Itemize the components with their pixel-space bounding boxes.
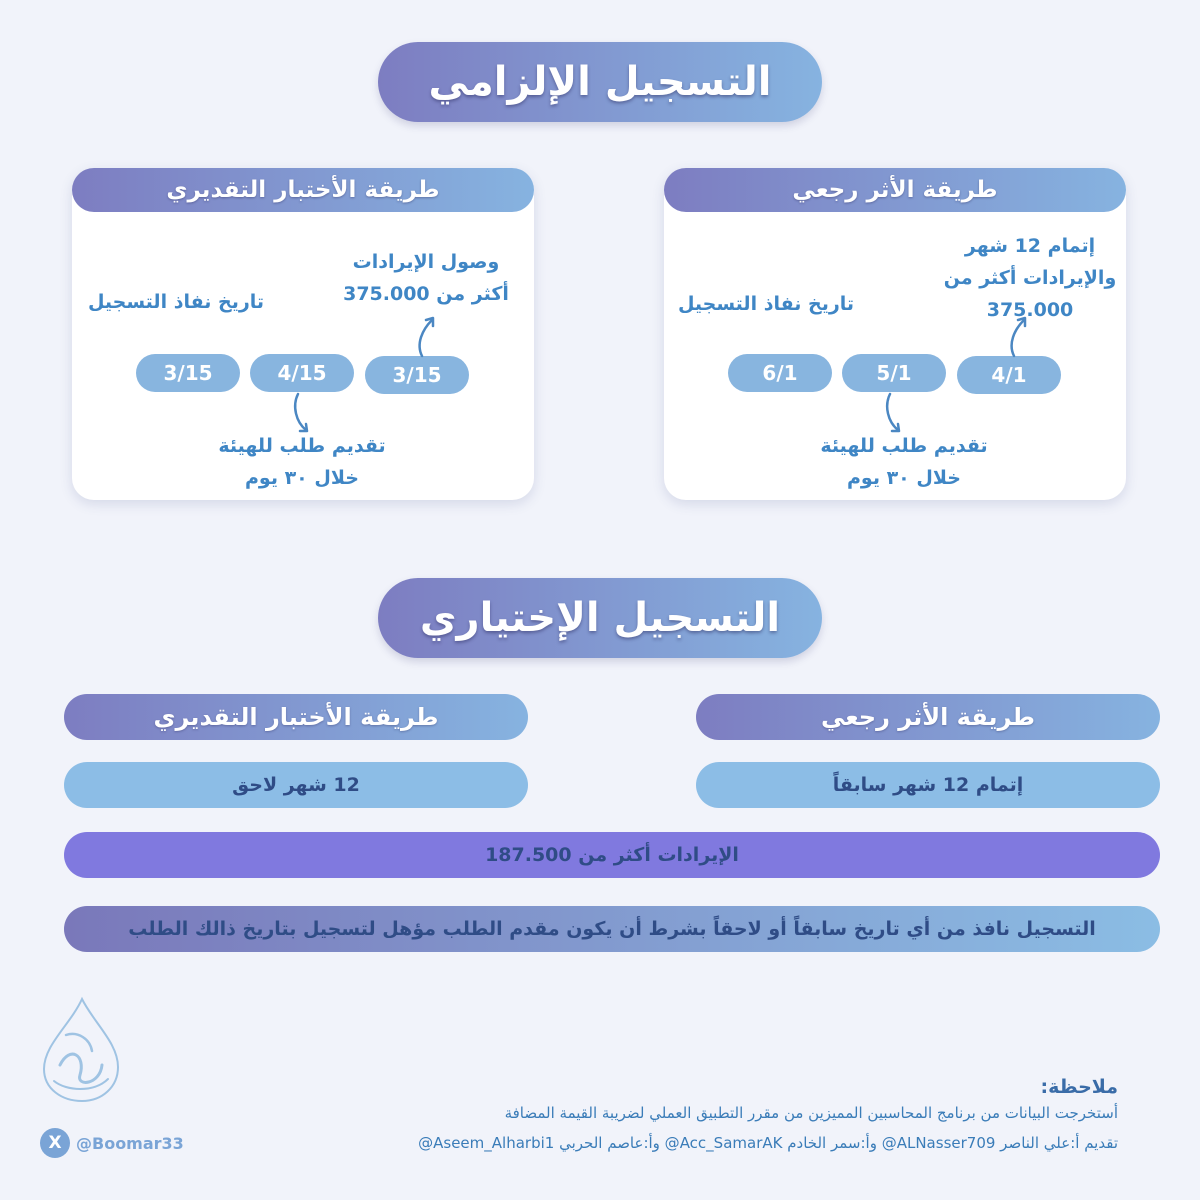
- logo-drop-icon: [30, 995, 130, 1105]
- date-pill: 3/15: [365, 356, 469, 394]
- x-handle[interactable]: [40, 1128, 184, 1158]
- voluntary-title: التسجيل الإختياري: [378, 578, 822, 658]
- credits-text: تقديم أ:علي الناصر ALNasser709@ وأ:سمر الخادم Acc_SamarAK@ وأ:عاصم الحربي Aseem_Alharbi1@: [418, 1134, 1118, 1152]
- voluntary-retro-condition: إتمام 12 شهر سابقاً: [696, 762, 1160, 808]
- voluntary-revenue-bar: الإيرادات أكثر من 187.500: [64, 832, 1160, 878]
- handle-text: @Boomar33: [76, 1133, 184, 1153]
- submit-note: تقديم طلب للهيئة خلال ٣٠ يوم: [218, 435, 386, 489]
- voluntary-prospective-heading: طريقة الأختبار التقديري: [64, 694, 528, 740]
- card-heading: طريقة الأثر رجعي: [664, 168, 1126, 212]
- mandatory-prospective-card: [72, 168, 534, 500]
- voluntary-effective-bar: التسجيل نافذ من أي تاريخ سابقاً أو لاحقاً بشرط أن يكون مقدم الطلب مؤهل لتسجيل بتاريخ ذالك الطلب: [64, 906, 1160, 952]
- curved-arrow-icon: [416, 314, 440, 358]
- date-pill: 3/15: [136, 354, 240, 392]
- curved-arrow-icon: [1008, 314, 1032, 358]
- date-pill: 6/1: [728, 354, 832, 392]
- voluntary-prospective-condition: 12 شهر لاحق: [64, 762, 528, 808]
- card-heading: طريقة الأختبار التقديري: [72, 168, 534, 212]
- date-pill: 4/1: [957, 356, 1061, 394]
- submit-note: تقديم طلب للهيئة خلال ٣٠ يوم: [820, 435, 988, 489]
- note-label: ملاحظة:: [1040, 1076, 1118, 1098]
- date-pill: 4/15: [250, 354, 354, 392]
- mandatory-retro-card: [664, 168, 1126, 500]
- date-pill: 5/1: [842, 354, 946, 392]
- condition-note: وصول الإيرادات أكثر من 375.000: [343, 251, 509, 305]
- calligraphy-logo: [30, 995, 130, 1105]
- mandatory-title: التسجيل الإلزامي: [378, 42, 822, 122]
- voluntary-retro-heading: طريقة الأثر رجعي: [696, 694, 1160, 740]
- x-logo-icon: X: [40, 1128, 70, 1158]
- condition-note: إتمام 12 شهر والإيرادات أكثر من 375.000: [943, 235, 1117, 321]
- source-text: أستخرجت البيانات من برنامج المحاسبين المميزين من مقرر التطبيق العملي لضريبة القيمة المضافة: [504, 1104, 1118, 1122]
- effective-note: تاريخ نفاذ التسجيل: [677, 293, 855, 315]
- effective-note: تاريخ نفاذ التسجيل: [87, 291, 265, 313]
